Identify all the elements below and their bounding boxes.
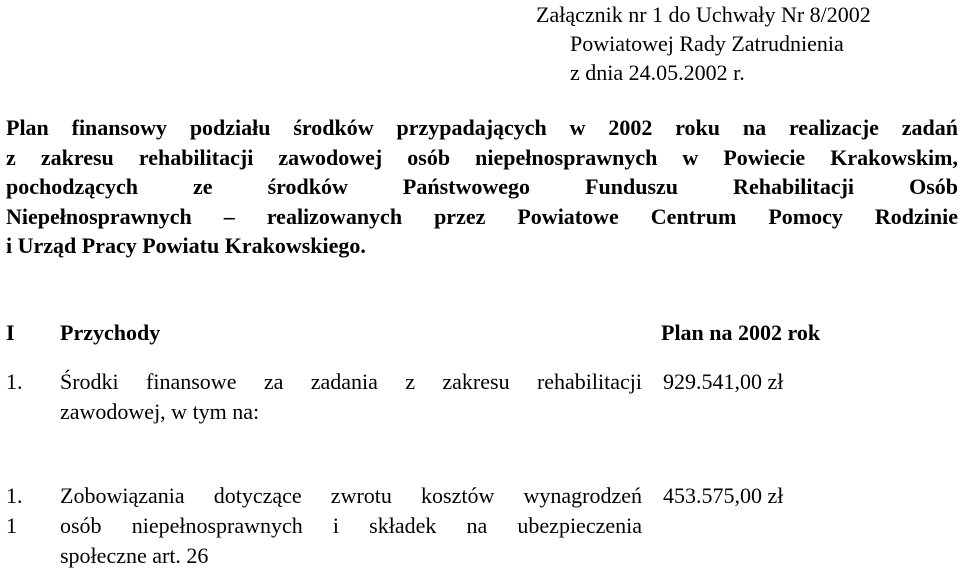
item-number-continued: 1	[6, 513, 17, 538]
document-title	[6, 113, 958, 261]
attachment-header-line-1: Załącznik nr 1 do Uchwały Nr 8/2002	[536, 2, 871, 27]
item-description-line: Środki finansowe za zadania z zakresu rehabilitacji	[60, 369, 642, 394]
list-item	[6, 481, 958, 575]
item-amount: 453.575,00 zł	[663, 483, 784, 508]
item-number: 1.	[6, 483, 23, 508]
document-title-line: z zakresu rehabilitacji zawodowej osób niepełnosprawnych w Powiecie Krakowskim,	[6, 144, 958, 170]
item-description	[60, 481, 642, 571]
section-heading-row	[6, 318, 958, 348]
list-item	[6, 367, 958, 431]
attachment-header	[536, 0, 936, 87]
item-description	[60, 367, 642, 427]
item-description-line: społeczne art. 26	[60, 543, 209, 568]
item-description-line: osób niepełnosprawnych i składek na ubezpieczenia	[60, 513, 642, 538]
plan-column-header: Plan na 2002 rok	[661, 320, 821, 345]
document-title-line: Niepełnosprawnych – realizowanych przez Powiatowe Centrum Pomocy Rodzinie	[6, 203, 958, 229]
attachment-header-line-2: Powiatowej Rady Zatrudnienia	[570, 31, 844, 56]
section-title: Przychody	[60, 320, 161, 345]
section-number: I	[6, 320, 15, 345]
item-description-line: zawodowej, w tym na:	[60, 399, 260, 424]
document-title-line: Plan finansowy podziału środków przypadających w 2002 roku na realizacje zadań	[6, 115, 958, 140]
document-title-line: pochodzących ze środków Państwowego Funduszu Rehabilitacji Osób	[6, 174, 958, 199]
item-number: 1.	[6, 369, 23, 394]
item-description-line: Zobowiązania dotyczące zwrotu kosztów wynagrodzeń	[60, 483, 642, 508]
item-amount: 929.541,00 zł	[663, 369, 784, 394]
document-title-line: i Urząd Pracy Powiatu Krakowskiego.	[6, 233, 366, 258]
attachment-header-line-3: z dnia 24.05.2002 r.	[570, 60, 745, 85]
